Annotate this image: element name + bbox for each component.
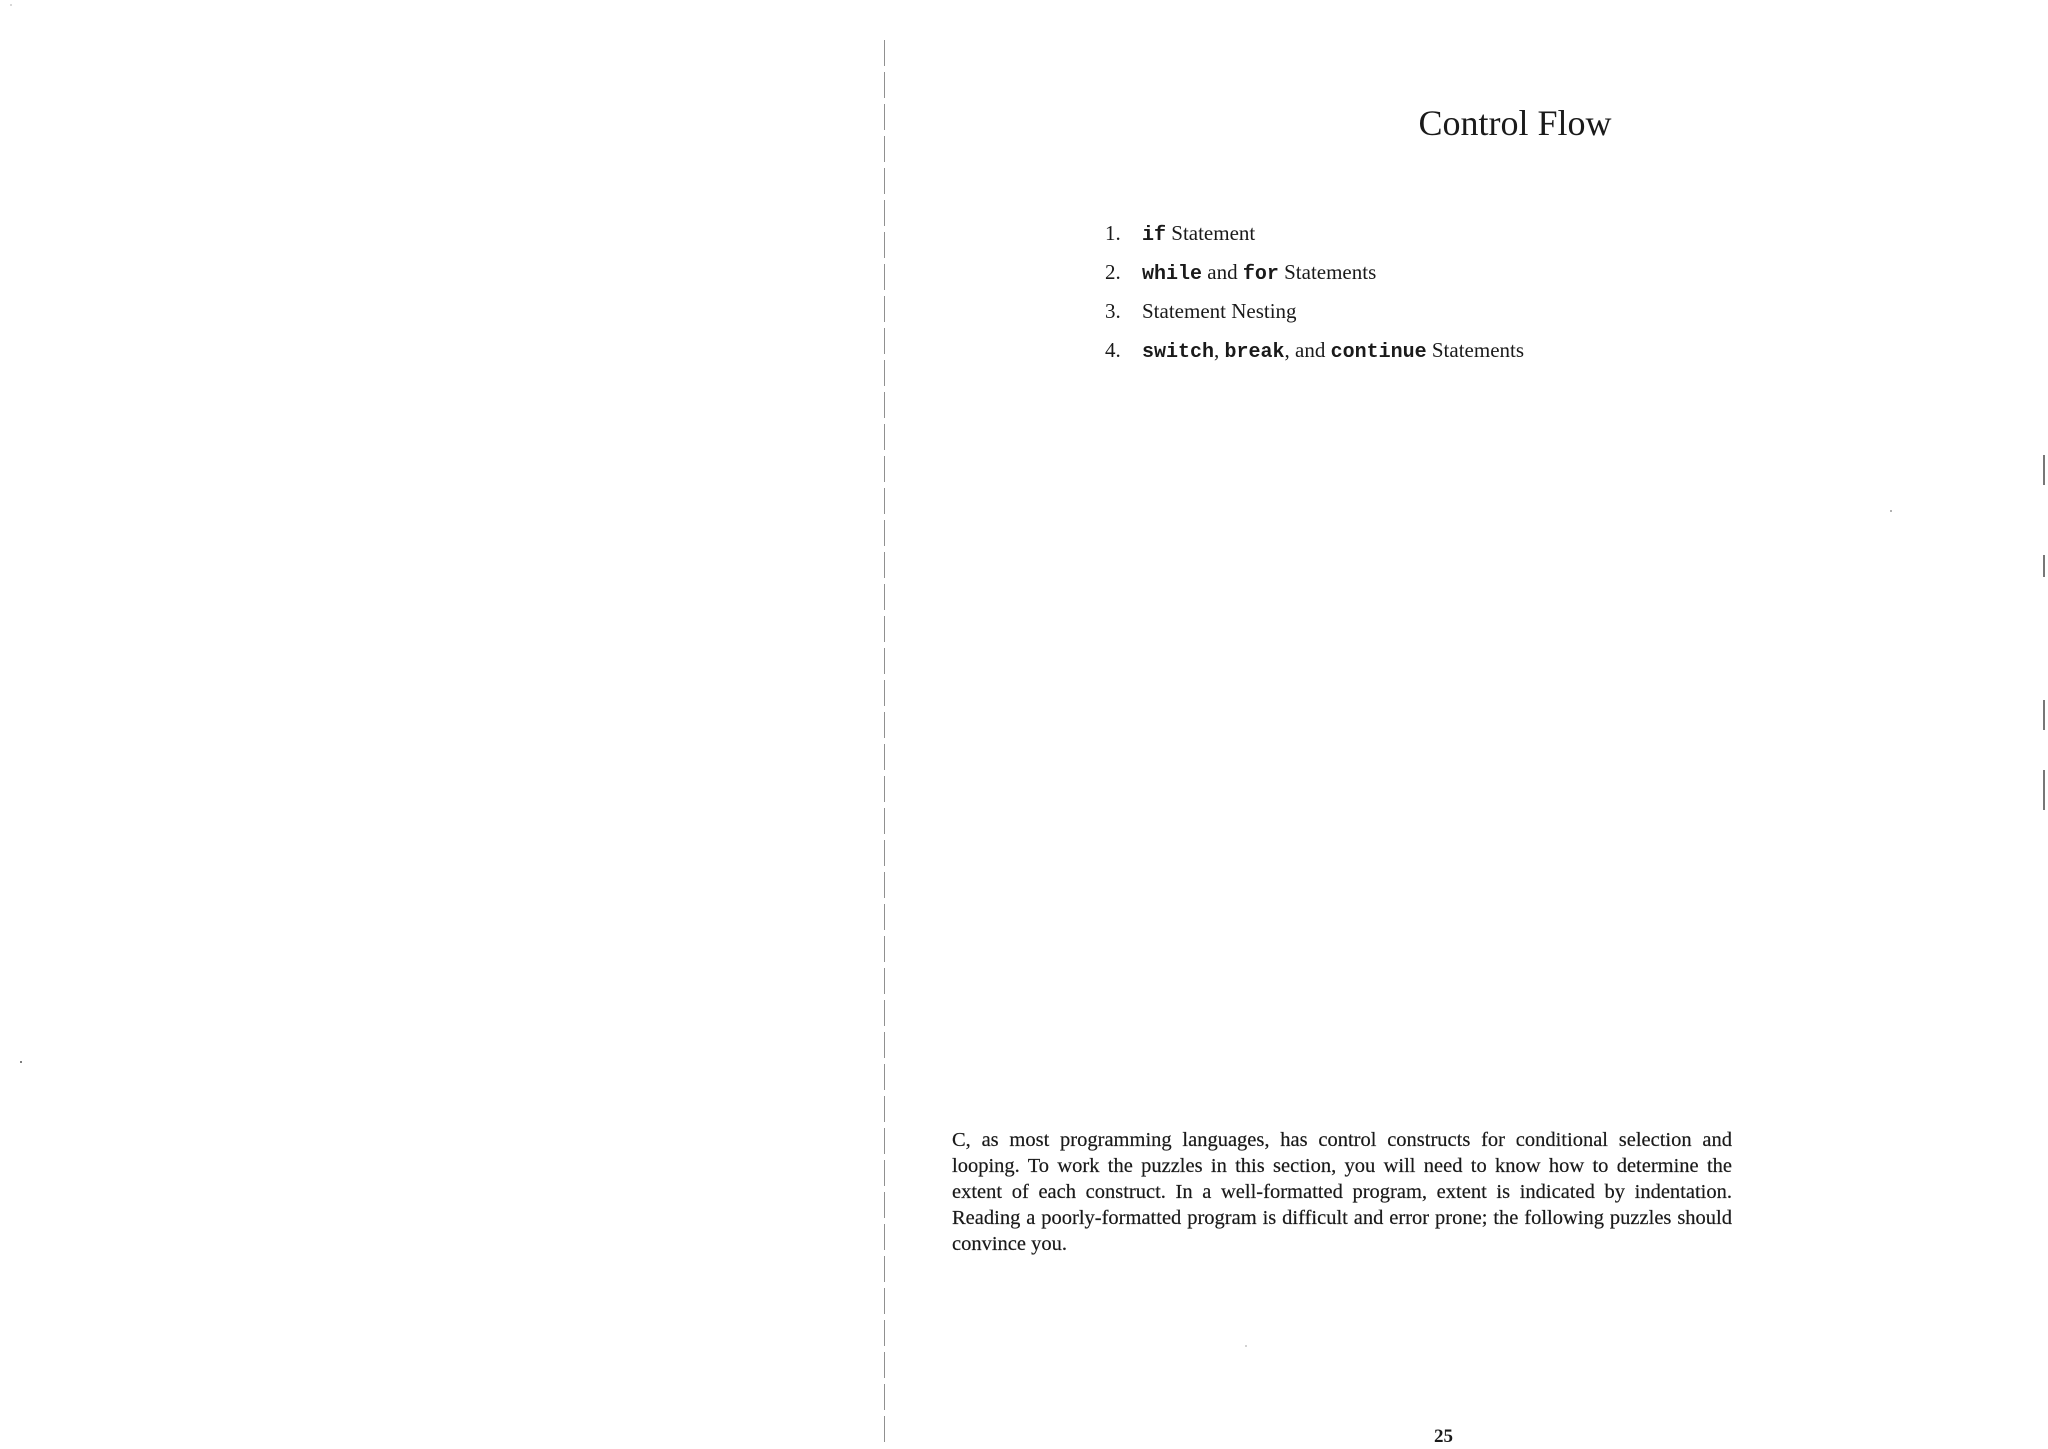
right-page [885,0,2048,1449]
contents-item [1105,296,1524,335]
contents-item [1105,257,1524,296]
ink-speck [1245,1345,1247,1347]
contents-item-code-keyword: continue [1330,341,1427,364]
contents-item-number: 3. [1105,299,1121,323]
contents-item-number: 2. [1105,260,1121,284]
contents-item-number: 4. [1105,338,1121,362]
edge-mark [2043,700,2045,730]
contents-item [1105,335,1524,374]
contents-item-text: and [1202,260,1243,284]
contents-item-code-keyword: while [1142,263,1203,286]
ink-speck [1890,510,1892,512]
ink-speck [20,1061,22,1063]
page-number: 25 [1434,1426,1453,1447]
contents-item-text: Statement Nesting [1142,299,1297,323]
edge-mark [2043,555,2045,577]
intro-paragraph: C, as most programming languages, has control constructs for conditional selection and looping. To work the puzzles in this section, you will need to know how to determine the extent of each construct. In a well-formatted program, extent is indicated by indentation. Reading a poorly-formatted program is difficult and error prone; the following puzzles should convince you. [952,1129,1732,1255]
contents-item-text: , [1214,338,1225,362]
contents-item-text: Statements [1426,338,1525,362]
blank-left-page [0,0,884,1449]
chapter-title: Control Flow [1418,103,1612,144]
contents-item-code-keyword: if [1142,224,1167,247]
section-contents-list [1105,218,1524,374]
edge-mark [2043,455,2045,485]
contents-item-text: , and [1284,338,1331,362]
edge-mark [2043,770,2045,810]
contents-item-code-keyword: for [1242,263,1279,286]
contents-item-code-keyword: switch [1142,341,1215,364]
contents-item [1105,218,1524,257]
contents-item-number: 1. [1105,221,1121,245]
contents-item-text: Statements [1278,260,1377,284]
ink-speck [10,4,12,6]
contents-item-text: Statement [1166,221,1256,245]
contents-item-code-keyword: break [1224,341,1285,364]
